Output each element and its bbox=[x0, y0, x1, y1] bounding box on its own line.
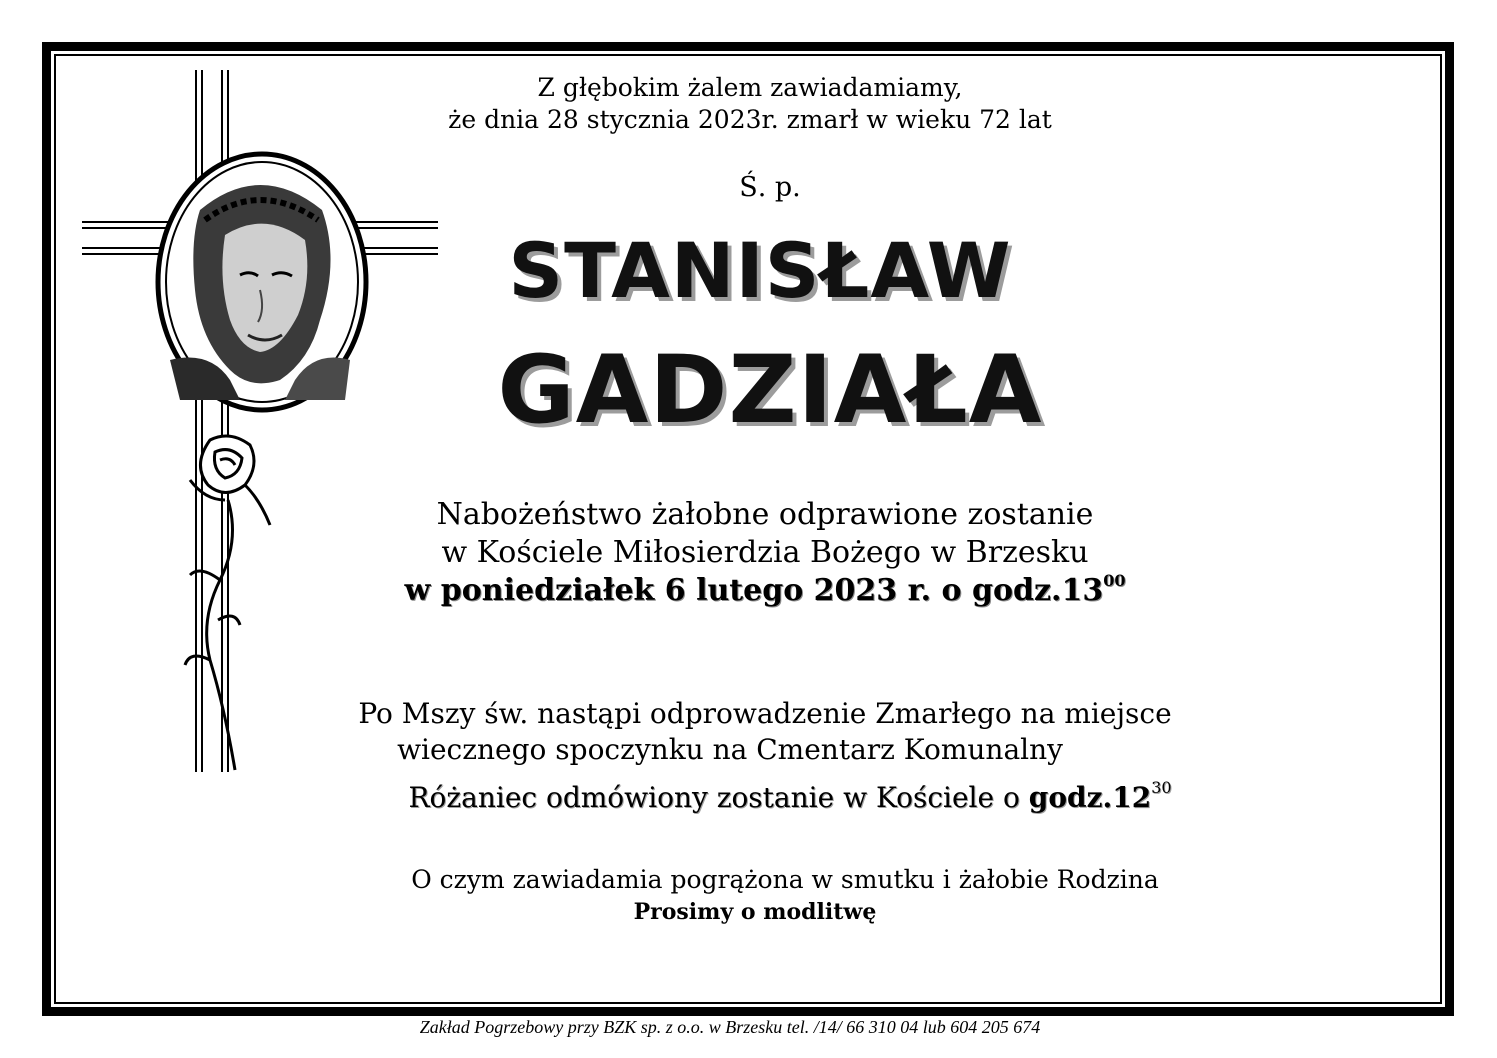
deceased-last-name: GADZIAŁA bbox=[497, 336, 1043, 445]
burial-info bbox=[300, 696, 1280, 768]
service-info bbox=[330, 496, 1200, 610]
cross-with-portrait-and-rose-icon bbox=[60, 60, 460, 780]
deceased-first-name: STANISŁAW bbox=[508, 226, 1012, 315]
service-date-line bbox=[330, 572, 1200, 610]
closing-info bbox=[330, 864, 1240, 928]
portrait-medallion-icon bbox=[158, 154, 366, 410]
intro-line-1: Z głębokim żalem zawiadamiamy, bbox=[537, 73, 963, 102]
rosary-info bbox=[300, 780, 1280, 816]
burial-line-1: Po Mszy św. nastąpi odprowadzenie Zmarłego na miejsce bbox=[358, 697, 1172, 730]
service-line-2: w Kościele Miłosierdzia Bożego w Brzesku bbox=[441, 535, 1089, 570]
intro-line-2: że dnia 28 stycznia 2023r. zmarł w wieku 72 lat bbox=[448, 105, 1052, 134]
service-time-minutes: 00 bbox=[1103, 571, 1126, 590]
burial-line-2: wiecznego spoczynku na Cmentarz Komunalny bbox=[397, 733, 1063, 766]
service-date-text: w poniedziałek 6 lutego 2023 r. o godz.13 bbox=[404, 573, 1104, 608]
rosary-text: Różaniec odmówiony zostanie w Kościele o bbox=[408, 781, 1029, 814]
intro-text bbox=[420, 72, 1080, 136]
rosary-time-minutes: 30 bbox=[1151, 778, 1172, 797]
closing-line: O czym zawiadamia pogrążona w smutku i żałobie Rodzina bbox=[411, 865, 1159, 894]
service-line-1: Nabożeństwo żałobne odprawione zostanie bbox=[436, 497, 1094, 532]
rosary-time: godz.12 bbox=[1028, 781, 1152, 814]
funeral-home-footer: Zakład Pogrzebowy przy BZK sp. z o.o. w Brzesku tel. /14/ 66 310 04 lub 604 205 674 bbox=[419, 1017, 1041, 1037]
prayer-request: Prosimy o modlitwę bbox=[633, 899, 877, 925]
sp-label: Ś. p. bbox=[739, 172, 801, 203]
